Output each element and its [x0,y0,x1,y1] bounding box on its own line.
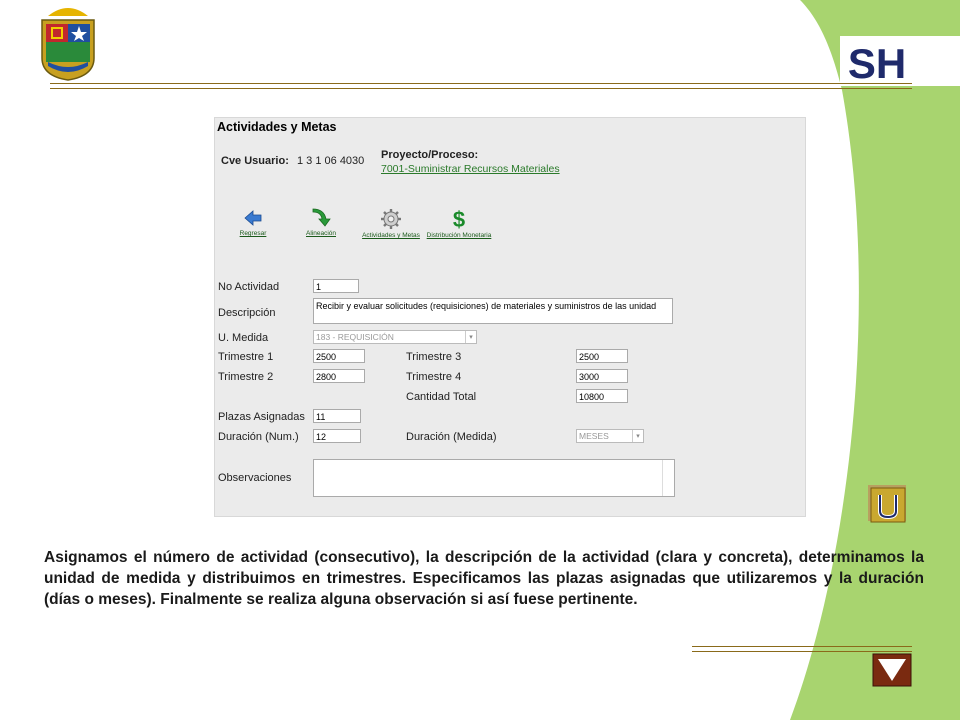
plazas-asignadas-input[interactable]: 11 [313,409,361,423]
u-medida-label: U. Medida [218,332,269,344]
align-arrow-icon [311,208,331,228]
slide-body-text: Asignamos el número de actividad (consecutivo), la descripción de la actividad (clara y concreta), determinamos la unidad de medida y distribuimos en trimestres. Especificamos las plazas asignadas que utilizaremos y la duración (días o meses). Finalmente se realiza alguna observación si así fuese pertinente. [44,549,924,608]
alineacion-button[interactable] [286,208,356,237]
state-crest-logo [38,6,98,82]
footer-rule [692,646,912,652]
panel-title: Actividades y Metas [217,120,337,134]
observaciones-textarea[interactable] [313,459,675,497]
cantidad-total-input[interactable]: 10800 [576,389,628,403]
chevron-down-icon: ▾ [465,331,476,343]
duracion-num-input[interactable]: 12 [313,429,361,443]
header-rule [50,83,912,89]
actividades-metas-panel [214,117,806,517]
sh-logo [844,40,910,82]
duracion-num-label: Duración (Num.) [218,431,299,443]
no-actividad-input[interactable]: 1 [313,279,359,293]
plazas-asignadas-label: Plazas Asignadas [218,411,305,423]
next-slide-icon[interactable] [872,653,912,687]
textarea-scrollbar[interactable] [662,460,674,496]
trimestre3-label: Trimestre 3 [406,351,462,363]
project-label: Proyecto/Proceso: [381,149,479,161]
observaciones-label: Observaciones [218,472,292,484]
descripcion-input[interactable]: Recibir y evaluar solicitudes (requisiciones) de materiales y suministros de las unidad [313,298,673,324]
svg-text:$: $ [452,208,466,230]
duracion-medida-select[interactable] [576,429,644,443]
project-link[interactable]: 7001-Suministrar Recursos Materiales [381,163,560,175]
actividades-metas-label: Actividades y Metas [362,232,420,239]
distribucion-monetaria-button[interactable] [424,208,494,239]
dollar-icon [449,208,469,230]
trimestre2-input[interactable]: 2800 [313,369,365,383]
alineacion-label: Alineación [306,230,336,237]
trimestre2-label: Trimestre 2 [218,371,274,383]
trimestre1-input[interactable]: 2500 [313,349,365,363]
duracion-medida-label: Duración (Medida) [406,431,497,443]
regresar-button[interactable] [218,208,288,237]
trimestre4-label: Trimestre 4 [406,371,462,383]
actividades-metas-button[interactable] [356,208,426,239]
u-medida-select[interactable] [313,330,477,344]
trimestre1-label: Trimestre 1 [218,351,274,363]
return-icon[interactable] [866,483,910,525]
gear-icon [380,208,402,230]
trimestre3-input[interactable]: 2500 [576,349,628,363]
user-value: 1 3 1 06 4030 [297,155,365,167]
trimestre4-input[interactable]: 3000 [576,369,628,383]
distribucion-monetaria-label: Distribución Monetaria [426,232,492,239]
chevron-down-icon: ▾ [632,430,643,442]
duracion-medida-value: MESES [579,431,609,441]
regresar-label: Regresar [239,230,267,237]
sh-logo-text: SH [847,40,907,82]
user-label: Cve Usuario: [221,155,289,167]
descripcion-label: Descripción [218,307,276,319]
u-medida-value: 183 - REQUISICIÓN [316,332,394,342]
no-actividad-label: No Actividad [218,281,280,293]
back-arrow-icon [243,208,263,228]
cantidad-total-label: Cantidad Total [406,391,477,403]
